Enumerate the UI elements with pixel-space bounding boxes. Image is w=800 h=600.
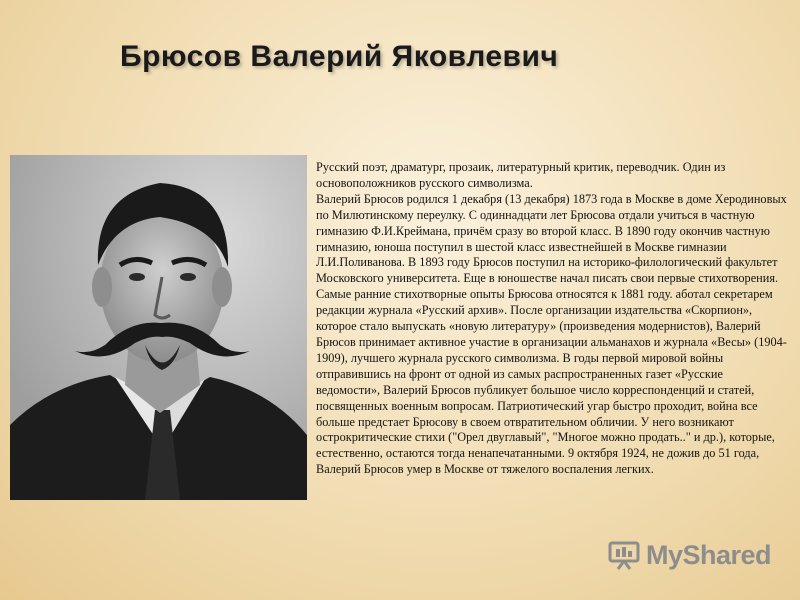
logo-text: MyShared (646, 539, 772, 570)
slide-title: Брюсов Валерий Яковлевич (120, 40, 559, 73)
presentation-board-icon (608, 540, 640, 570)
biography-text (316, 160, 788, 478)
myshared-logo[interactable] (608, 538, 771, 572)
portrait-illustration (10, 155, 307, 500)
intro-paragraph: Русский поэт, драматург, прозаик, литературный критик, переводчик. Один из основоположников русского символизма. (316, 160, 726, 190)
portrait-photo (10, 155, 307, 500)
biography-paragraph: Валерий Брюсов родился 1 декабря (13 декабря) 1873 года в Москве в доме Херодиновых по Милютинскому переулку. С одиннадцати лет Брюсова отдали учиться в частную гимназию Ф.И.Креймана, причём сразу во второй класс. В 1890 году окончив частную гимназию, юноша поступил в шестой класс известнейшей в Москве гимназии Л.И.Поливанова. В 1893 году Брюсов поступил на историко-филологический факультет Московского университета. Еще в юношестве начал писать свои первые стихотворения. Самые ранние стихотворные опыты Брюсова относятся к 1881 году. аботал секретарем редакции журнала «Русский архив». После организации издательства «Скорпион», которое стало выпускать «новую литературу» (произведения модернистов), Валерий Брюсов принимает активное участие в организации альманахов и журнала «Весы» (1904-1909), лучшего журнала русского символизма. В годы первой мировой войны отправившись на фронт от одной из самых распространенных газет «Русские ведомости», Валерий Брюсов публикует большое число корреспонденций и статей, посвященных военным вопросам. Патриотический угар быстро проходит, война все больше предстает Брюсову в своем отвратительном обличии. У него возникают острокритические стихи ("Орел двуглавый", "Многое можно продать.." и др.), которые, естественно, остаются тогда ненапечатанными. 9 октября 1924, не дожив до 51 года, Валерий Брюсов умер в Москве от тяжелого воспаления легких. (316, 191, 787, 477)
